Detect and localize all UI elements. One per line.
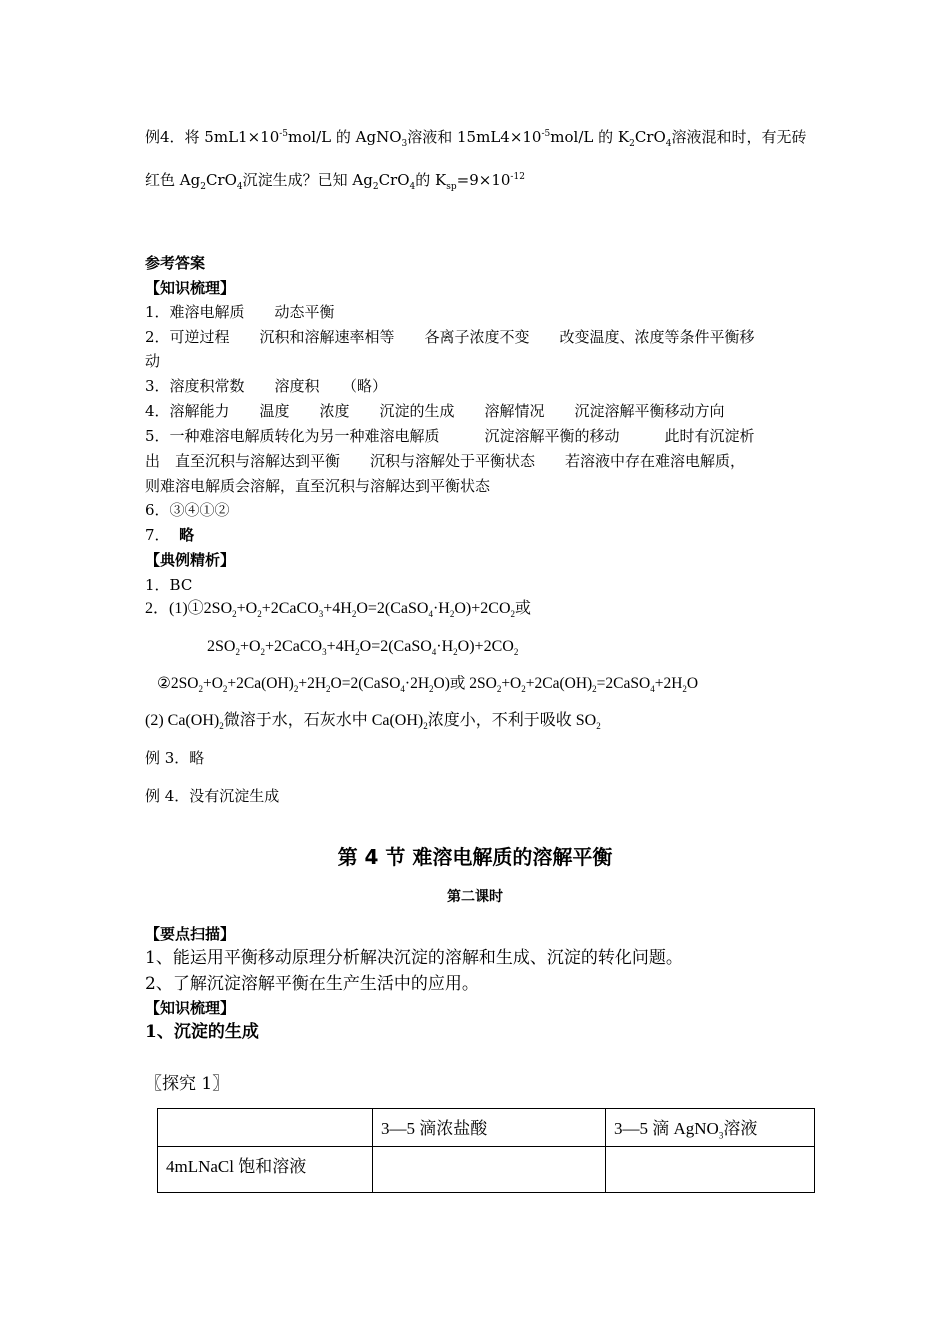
answer-k5c: 则难溶电解质会溶解，直至沉积与溶解达到平衡状态 <box>145 477 491 495</box>
section-subtitle: 第二课时 <box>447 889 503 905</box>
table-header-hcl: 3—5 滴浓盐酸 <box>373 1109 606 1147</box>
explore-label: 〖探究 1〗 <box>145 1074 230 1094</box>
point-2: 2、了解沉淀溶解平衡在生产生活中的应用。 <box>145 974 479 994</box>
answer-example3: 例 3．略 <box>145 749 205 767</box>
table-row-label-nacl: 4mLNaCl 饱和溶液 <box>158 1147 373 1193</box>
answer-k3: 3．溶度积常数 溶度积 （略） <box>145 377 388 395</box>
section-knowledge-header: 【知识梳理】 <box>145 999 236 1017</box>
answer-k5b: 出 直至沉积与溶解达到平衡 沉积与溶解处于平衡状态 若溶液中存在难溶电解质， <box>145 452 746 470</box>
explore-table <box>157 1108 815 1193</box>
answers-knowledge-header: 【知识梳理】 <box>145 279 236 297</box>
answer-e1: 1．BC <box>145 576 193 594</box>
table-cell-empty <box>158 1109 373 1147</box>
answer-e2-line4: (2) $Ca(OH)_2$微溶于水，石灰水中 $Ca(OH)_2$浓度小，不利于吸收 $SO_2$ <box>145 712 601 732</box>
answer-e2-line2: $2SO_2+O_2+2CaCO_3+4H_2O=2(CaSO_4\cdot H_2O)+2CO_2$ <box>207 638 519 658</box>
table-cell-empty <box>373 1147 606 1193</box>
answer-k6: 6．③④①② <box>145 501 230 519</box>
answer-k2a: 2．可逆过程 沉积和溶解速率相等 各离子浓度不变 改变温度、浓度等条件平衡移 <box>145 328 755 346</box>
section-title: 第 4 节 难溶电解质的溶解平衡 <box>337 845 613 869</box>
answer-e2-line3: $②2SO_2+O_2+2Ca(OH)_2+2H_2O=2(CaSO_4\cdot 2H_2O)$或 $2SO_2+O_2+2Ca(OH)_2=2CaSO_4+2H_2O$ <box>157 675 699 695</box>
table-cell-empty <box>606 1147 815 1193</box>
answer-k1: 1．难溶电解质 动态平衡 <box>145 303 335 321</box>
table-row <box>158 1147 815 1193</box>
example4-line1: 例4．将 $5mL1\times 10^{-5}mol/L$ 的 AgNO$_3$溶液和 $15mL4\times 10^{-5}mol/L$ 的 $K_2CrO_4$溶液混和时，有无砖 <box>145 128 807 149</box>
answers-examples-header: 【典例精析】 <box>145 551 236 569</box>
answer-example4: 例 4．没有沉淀生成 <box>145 787 280 805</box>
table-header-agno3: 3—5 滴 AgNO$_3$溶液 <box>606 1109 815 1147</box>
table-row <box>158 1109 815 1147</box>
answers-title: 参考答案 <box>145 254 206 272</box>
answer-k2b: 动 <box>145 352 161 370</box>
heading-precipitate-formation: 1、沉淀的生成 <box>145 1022 259 1042</box>
answer-k4: 4．溶解能力 温度 浓度 沉淀的生成 溶解情况 沉淀溶解平衡移动方向 <box>145 402 725 420</box>
points-header: 【要点扫描】 <box>145 925 236 943</box>
answer-k7: 7． 略 <box>145 526 195 544</box>
answer-e2-line1: 2．$(1)①2SO_2+O_2+2CaCO_3+4H_2O=2(CaSO_4\cdot H_2O)+2CO_2$或 <box>145 600 532 620</box>
example4-line2: 红色 $Ag_2CrO_4$沉淀生成？已知 $Ag_2CrO_4$的 $K_{sp}=9\times 10^{-12}$ <box>145 171 525 192</box>
point-1: 1、能运用平衡移动原理分析解决沉淀的溶解和生成、沉淀的转化问题。 <box>145 948 683 968</box>
answer-k5a: 5．一种难溶电解质转化为另一种难溶电解质 沉淀溶解平衡的移动 此时有沉淀析 <box>145 427 755 445</box>
